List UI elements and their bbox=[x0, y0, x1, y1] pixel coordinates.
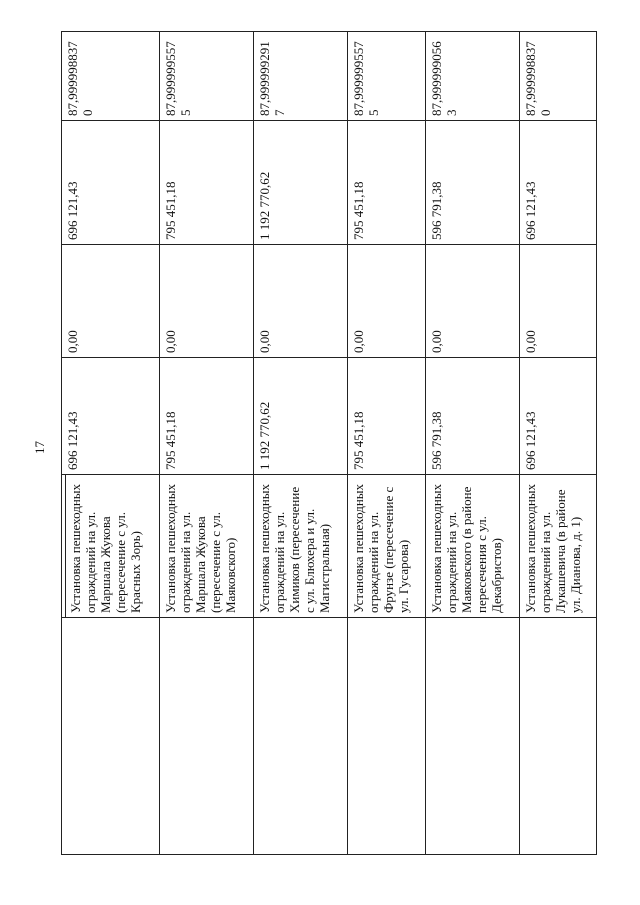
value-cell-2: 0,00 bbox=[348, 245, 425, 358]
value-cell-2: 0,00 bbox=[425, 245, 519, 358]
value-cell-2: 0,00 bbox=[519, 245, 596, 358]
value-cell-4: 87,9999992917 bbox=[254, 32, 348, 121]
value-cell-3: 596 791,38 bbox=[425, 121, 519, 245]
value-cell-3: 795 451,18 bbox=[348, 121, 425, 245]
value-cell-1: 596 791,38 bbox=[425, 358, 519, 475]
value-cell-4: 87,9999988370 bbox=[519, 32, 596, 121]
value-cell-4: 87,9999995575 bbox=[159, 32, 253, 121]
table-row bbox=[62, 32, 160, 855]
empty-cell bbox=[519, 618, 596, 855]
object-name-cell: Установка пешеходных ограждений на ул. Маршала Жукова (пересечение с ул. Маяковского) bbox=[159, 475, 253, 618]
value-cell-4: 87,9999995575 bbox=[348, 32, 425, 121]
table-row bbox=[348, 32, 425, 855]
value-cell-2: 0,00 bbox=[254, 245, 348, 358]
table-row bbox=[159, 32, 253, 855]
value-cell-1: 696 121,43 bbox=[519, 358, 596, 475]
empty-cell bbox=[159, 618, 253, 855]
object-name: Установка пешеходных ограждений на ул. Маршала Жукова (пересечение с ул. Красных Зорь) bbox=[68, 483, 143, 613]
value-cell-1: 1 192 770,62 bbox=[254, 358, 348, 475]
value-cell-1: 795 451,18 bbox=[159, 358, 253, 475]
table-row bbox=[254, 32, 348, 855]
empty-cell bbox=[425, 618, 519, 855]
value-cell-1: 696 121,43 bbox=[62, 358, 160, 475]
empty-cell bbox=[254, 618, 348, 855]
value-cell-3: 696 121,43 bbox=[62, 121, 160, 245]
value-cell-4: 87,9999988370 bbox=[62, 32, 160, 121]
data-table bbox=[61, 31, 597, 855]
rotated-table-container bbox=[61, 32, 597, 855]
empty-cell bbox=[348, 618, 425, 855]
value-cell-2: 0,00 bbox=[159, 245, 253, 358]
cell-top-rule bbox=[65, 475, 66, 617]
table-row bbox=[519, 32, 596, 855]
empty-cell bbox=[62, 618, 160, 855]
value-cell-4: 87,9999990563 bbox=[425, 32, 519, 121]
object-name-cell bbox=[62, 475, 160, 618]
object-name-cell: Установка пешеходных ограждений на ул. Маяковского (в районе пересечения с ул. Декабристов) bbox=[425, 475, 519, 618]
value-cell-3: 795 451,18 bbox=[159, 121, 253, 245]
table-row bbox=[425, 32, 519, 855]
value-cell-3: 696 121,43 bbox=[519, 121, 596, 245]
object-name-cell: Установка пешеходных ограждений на ул. Лукашевича (в районе ул. Дианова, д. 1) bbox=[519, 475, 596, 618]
page-number: 17 bbox=[32, 441, 47, 454]
object-name-cell: Установка пешеходных ограждений на ул. Химиков (пересечение с ул. Блюхера и ул. Магистральная) bbox=[254, 475, 348, 618]
value-cell-3: 1 192 770,62 bbox=[254, 121, 348, 245]
object-name-cell: Установка пешеходных ограждений на ул. Фрунзе (пересечение с ул. Гусарова) bbox=[348, 475, 425, 618]
value-cell-1: 795 451,18 bbox=[348, 358, 425, 475]
value-cell-2: 0,00 bbox=[62, 245, 160, 358]
